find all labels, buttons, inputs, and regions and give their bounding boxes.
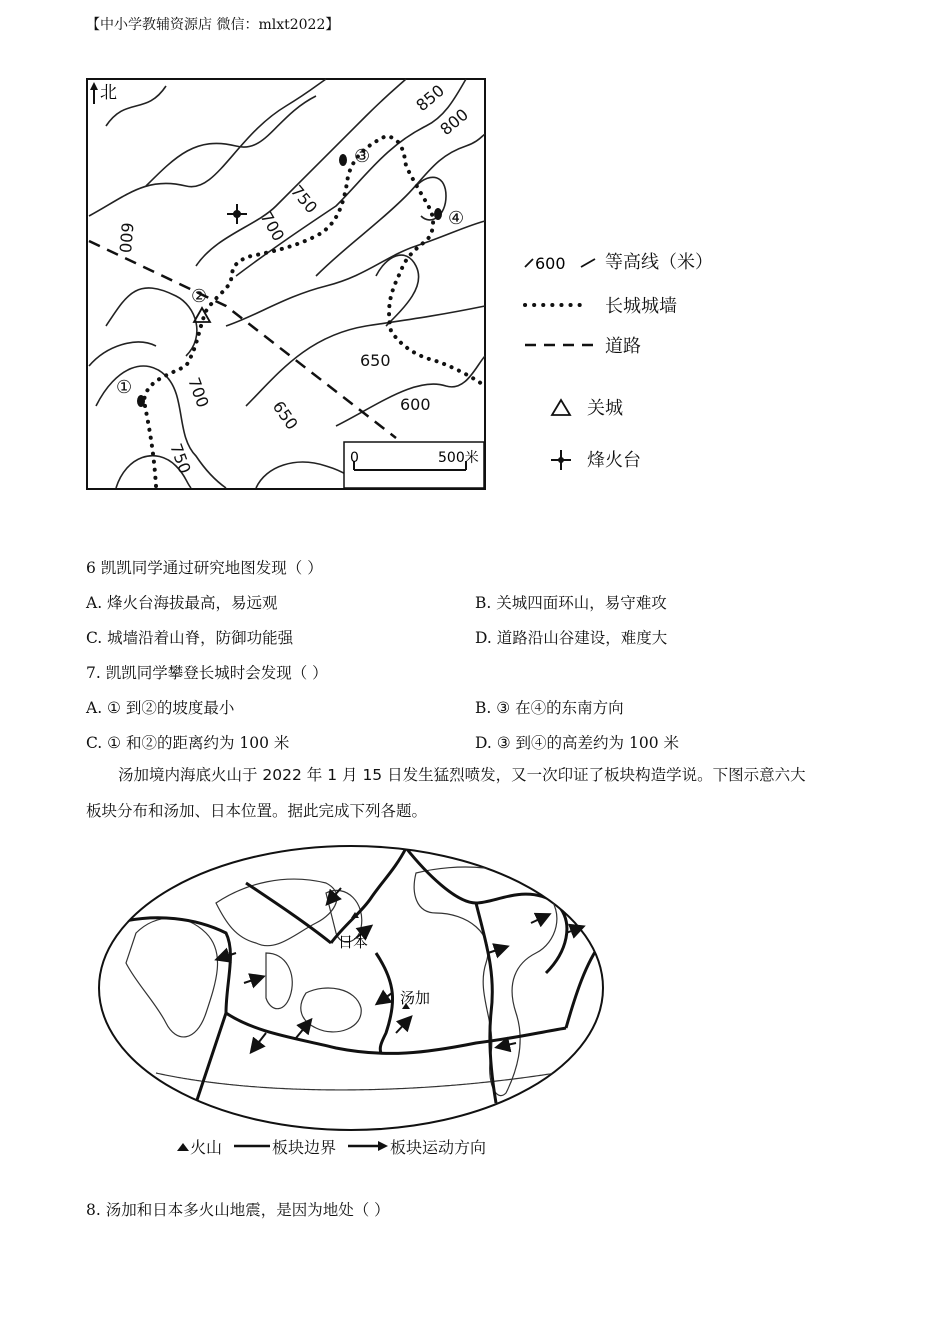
legend-beacon-label: 烽火台 [587,450,641,471]
legend-road [515,330,641,360]
scale-end: 500米 [438,450,479,466]
contour-label-700b: 700 [184,374,213,411]
contour-label-750: 750 [286,181,322,217]
point-1-label: ① [116,377,133,398]
q7-option-c[interactable]: C. ① 和②的距离约为 100 米 [86,734,290,752]
legend-direction [346,1135,486,1158]
beacon-legend-icon [515,449,587,469]
q6-option-d[interactable]: D. 道路沿山谷建设，难度大 [475,629,668,647]
q6-option-b[interactable]: B. 关城四面环山，易守难攻 [475,594,667,612]
legend-contour [515,246,713,276]
contour-map [86,76,486,490]
contour-sample-icon [515,251,605,271]
point-3-label: ③ [354,146,371,167]
legend-boundary-label: 板块边界 [272,1137,337,1157]
q7-option-b[interactable]: B. ③ 在④的东南方向 [475,699,624,717]
tonga-label: 汤加 [400,989,431,1007]
q8-stem: 8. 汤加和日本多火山地震，是因为地处（ ） [86,1201,390,1219]
contour-label-650b: 650 [268,397,302,434]
contour-label-850: 850 [412,80,448,116]
point-4-marker [434,208,442,220]
contour-label-600: 600 [115,221,137,254]
japan-label: 日本 [338,933,369,951]
north-label: 北 [100,83,117,103]
legend-boundary [232,1135,336,1158]
page-header: 【中小学教辅资源店 微信：mlxt2022】 [86,17,340,33]
wall-dotted-icon [515,295,605,315]
map-legend [515,240,775,480]
q7-option-a[interactable]: A. ① 到②的坡度最小 [86,699,235,717]
contour-label-700: 700 [256,208,289,245]
legend-contour-sample: 600 [535,254,566,271]
q6-option-a[interactable]: A. 烽火台海拔最高，易远观 [86,594,278,612]
contour-label-750b: 750 [166,440,195,477]
plate-map [96,843,606,1133]
legend-volcano-label: 火山 [190,1137,223,1157]
road-dashed-icon [515,335,605,355]
legend-direction-label: 板块运动方向 [390,1137,487,1157]
legend-road-label: 道路 [605,336,641,357]
volcano-icon [176,1140,190,1152]
passage-line-1: 汤加境内海底火山于 2022 年 1 月 15 日发生猛烈喷发，又一次印证了板块构造学说。下图示意六大 [118,766,806,784]
q6-option-c[interactable]: C. 城墙沿着山脊，防御功能强 [86,629,294,647]
legend-wall-label: 长城城墙 [605,296,677,317]
legend-contour-label: 等高线（米） [605,252,713,273]
scale-zero: 0 [350,450,359,466]
legend-wall [515,290,677,320]
point-4-label: ④ [448,208,465,229]
legend-beacon [515,444,641,474]
point-2-label: ② [191,286,208,307]
q7-stem: 7. 凯凯同学攀登长城时会发现（ ） [86,664,328,682]
q6-stem: 6 凯凯同学通过研究地图发现（ ） [86,559,323,577]
contour-label-800: 800 [436,104,472,140]
plate-map-legend [176,1134,496,1158]
legend-pass-label: 关城 [587,398,623,419]
legend-pass [515,392,623,422]
point-1-marker [137,395,145,407]
contour-label-650: 650 [360,351,391,370]
contour-label-600b: 600 [400,395,431,414]
passage-line-2: 板块分布和汤加、日本位置。据此完成下列各题。 [86,802,428,820]
legend-volcano [176,1135,222,1158]
pass-legend-icon [515,397,587,417]
arrow-right-icon [346,1140,390,1152]
boundary-line-icon [232,1140,272,1152]
point-3-marker [339,154,347,166]
passage-text [86,757,866,829]
q7-option-d[interactable]: D. ③ 到④的高差约为 100 米 [475,734,679,752]
